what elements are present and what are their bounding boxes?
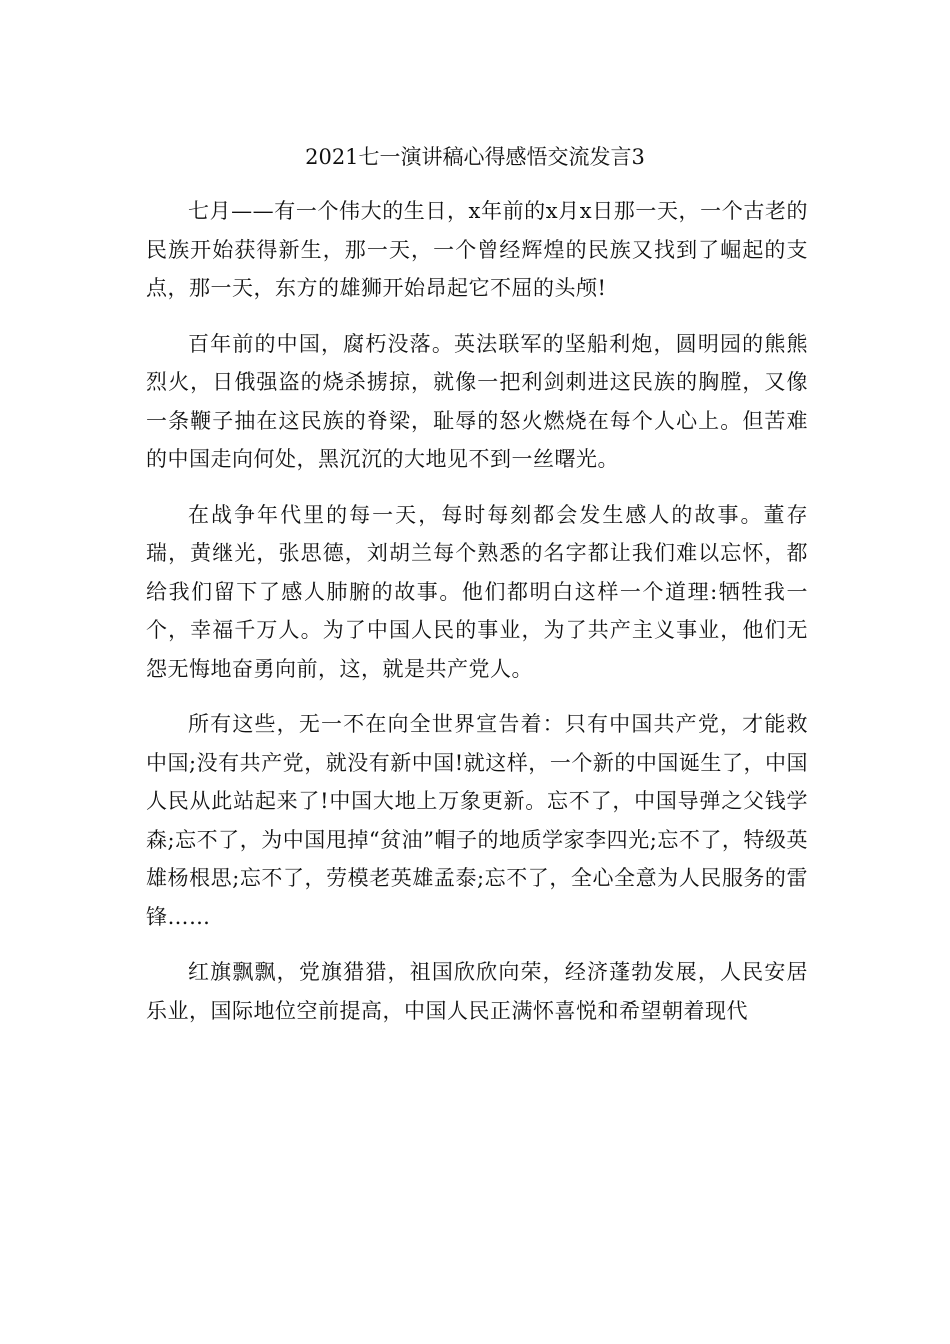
paragraph-1: 七月——有一个伟大的生日，x年前的x月x日那一天，一个古老的民族开始获得新生，那一天，一个曾经辉煌的民族又找到了崛起的支点，那一天，东方的雄狮开始昂起它不屈的头颅!	[146, 199, 808, 300]
paragraph-3: 在战争年代里的每一天，每时每刻都会发生感人的故事。董存瑞，黄继光，张思德，刘胡兰每个熟悉的名字都让我们难以忘怀，都给我们留下了感人肺腑的故事。他们都明白这样一个道理:牺牲我一个，幸福千万人。为了中国人民的事业，为了共产主义事业，他们无怨无悔地奋勇向前，这，就是共产党人。	[146, 502, 808, 681]
document-body	[146, 192, 808, 1047]
paragraph-2: 百年前的中国，腐朽没落。英法联军的坚船利炮，圆明园的熊熊烈火，日俄强盗的烧杀掳掠，就像一把利剑刺进这民族的胸膛，又像一条鞭子抽在这民族的脊梁，耻辱的怒火燃烧在每个人心上。但苦难的中国走向何处，黑沉沉的大地见不到一丝曙光。	[146, 331, 808, 471]
document-title: 2021七一演讲稿心得感悟交流发言3	[305, 145, 645, 169]
paragraph-4: 所有这些，无一不在向全世界宣告着：只有中国共产党，才能救中国;没有共产党，就没有新中国!就这样，一个新的中国诞生了，中国人民从此站起来了!中国大地上万象更新。忘不了，中国导弹之父钱学森;忘不了，为中国甩掉“贫油”帽子的地质学家李四光;忘不了，特级英雄杨根思;忘不了，劳模老英雄孟泰;忘不了，全心全意为人民服务的雷锋……	[146, 712, 808, 929]
paragraph-5: 红旗飘飘，党旗猎猎，祖国欣欣向荣，经济蓬勃发展，人民安居乐业，国际地位空前提高，中国人民正满怀喜悦和希望朝着现代	[146, 960, 808, 1023]
